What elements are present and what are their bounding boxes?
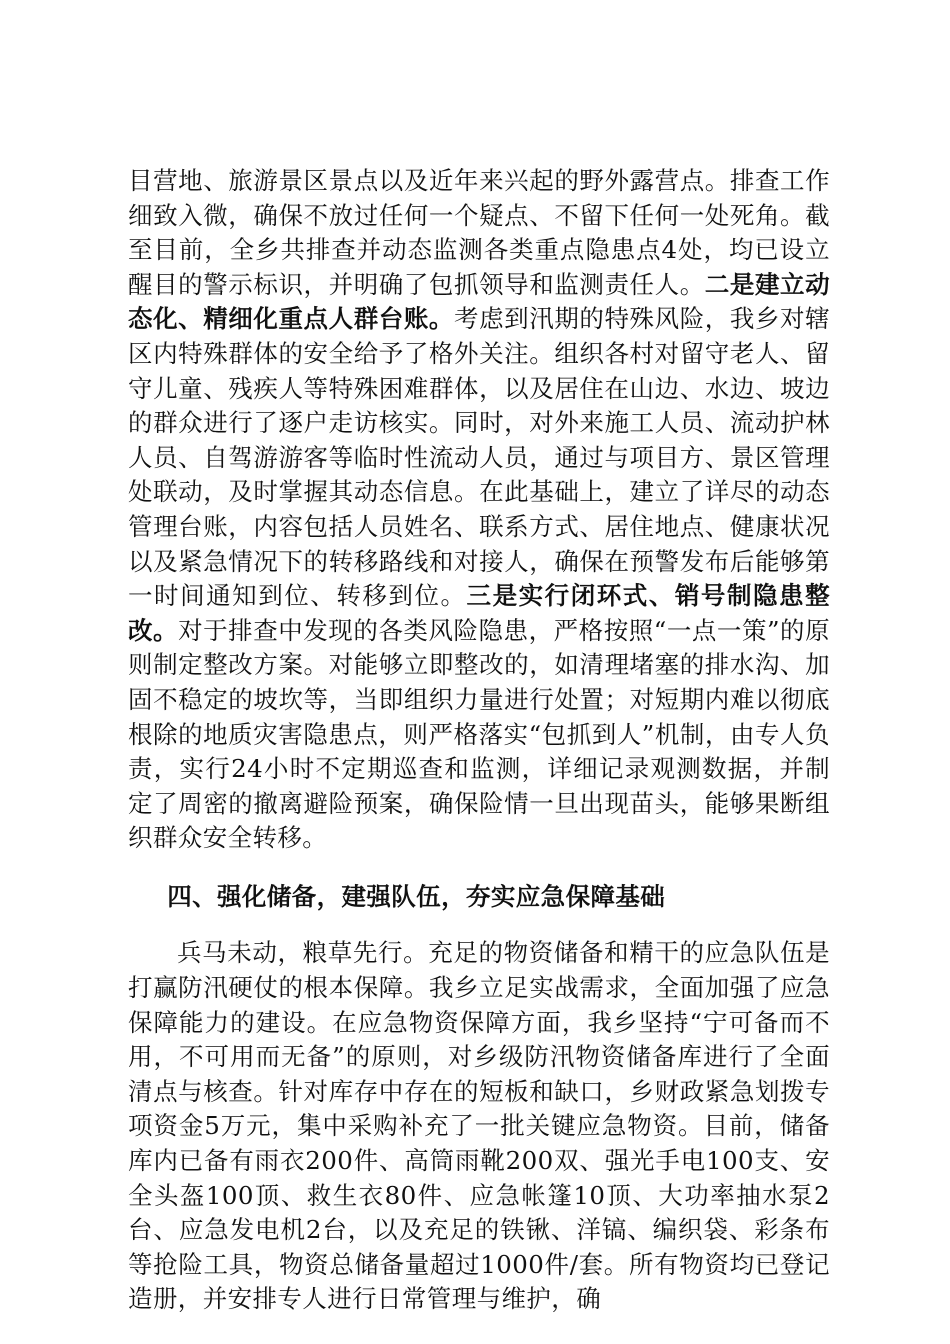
paragraph-text: 目营地、旅游景区景点以及近年来兴起的野外露营点。排查工作细致入微，确保不放过任何一个疑点、不留下任何一处死角。截至目前，全乡共排查并动态监测各类重点隐患点4处，均已设立醒目的警示标识，并明确了包抓领导和监测责任人。 — [128, 166, 830, 299]
body-paragraph-2: 兵马未动，粮草先行。充足的物资储备和精干的应急队伍是打赢防汛硬仗的根本保障。我乡立足实战需求，全面加强了应急保障能力的建设。在应急物资保障方面，我乡坚持“宁可备而不用，不可用而无备”的原则，对乡级防汛物资储备库进行了全面清点与核查。针对库存中存在的短板和缺口，乡财政紧急划拨专项资金5万元，集中采购补充了一批关键应急物资。目前，储备库内已备有雨衣200件、高筒雨靴200双、强光手电100支、安全头盔100顶、救生衣80件、应急帐篷10顶、大功率抽水泵2台、应急发电机2台，以及充足的铁锹、洋镐、编织袋、彩条布等抢险工具，物资总储备量超过1000件/套。所有物资均已登记造册，并安排专人进行日常管理与维护，确 — [128, 938, 830, 1314]
body-paragraph-1 — [128, 164, 830, 856]
paragraph-text: 对于排查中发现的各类风险隐患，严格按照“一点一策”的原则制定整改方案。对能够立即整改的，如清理堵塞的排水沟、加固不稳定的坡坎等，当即组织力量进行处置；对短期内难以彻底根除的地质灾害隐患点，则严格落实“包抓到人”机制，由专人负责，实行24小时不定期巡查和监测，详细记录观测数据，并制定了周密的撤离避险预案，确保险情一旦出现苗头，能够果断组织群众安全转移。 — [128, 615, 830, 853]
bold-subheading-2: 二是建立动态化、精细化重点人群台账。 — [128, 269, 831, 334]
document-page — [128, 164, 830, 1317]
section-heading: 四、强化储备，建强队伍，夯实应急保障基础 — [167, 881, 666, 911]
paragraph-text: 考虑到汛期的特殊风险，我乡对辖区内特殊群体的安全给予了格外关注。组织各村对留守老人、留守儿童、残疾人等特殊困难群体，以及居住在山边、水边、坡边的群众进行了逐户走访核实。同时，对外来施工人员、流动护林人员、自驾游游客等临时性流动人员，通过与项目方、景区管理处联动，及时掌握其动态信息。在此基础上，建立了详尽的动态管理台账，内容包括人员姓名、联系方式、居住地点、健康状况以及紧急情况下的转移路线和对接人，确保在预警发布后能够第一时间通知到位、转移到位。 — [128, 304, 831, 611]
bold-subheading-3: 三是实行闭环式、销号制隐患整改。 — [128, 581, 830, 645]
